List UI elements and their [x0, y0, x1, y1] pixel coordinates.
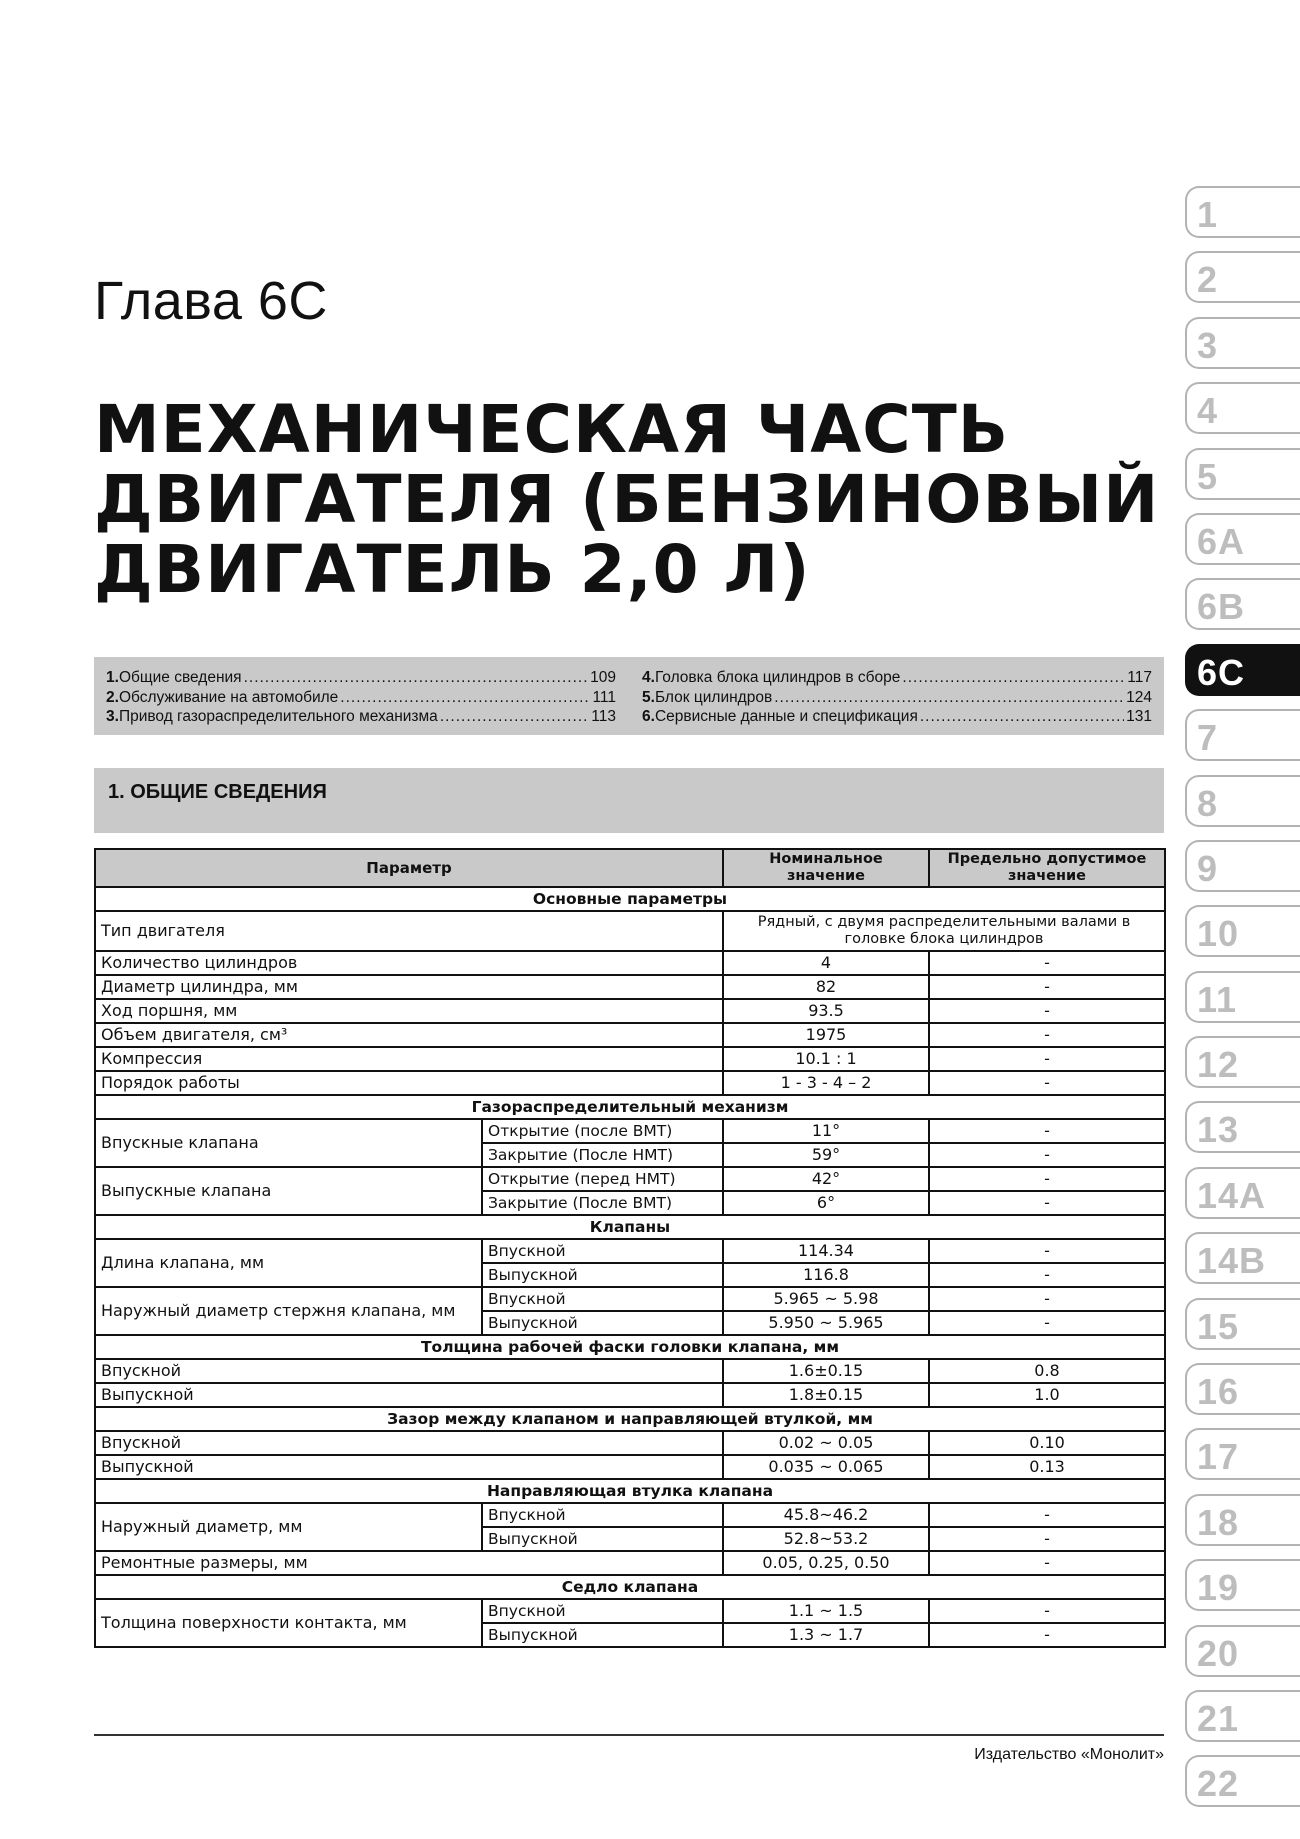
subparam-cell: Открытие (перед НМТ)	[482, 1167, 723, 1191]
chapter-tabs	[1185, 186, 1300, 1821]
chapter-tab-22[interactable]	[1185, 1755, 1300, 1807]
toc-item-text: Сервисные данные и спецификация	[654, 708, 918, 725]
chapter-tab-label: 12	[1197, 1044, 1240, 1086]
chapter-tab-label: 21	[1197, 1697, 1240, 1739]
nominal-cell: 1975	[723, 1023, 929, 1047]
limit-cell: -	[929, 1167, 1165, 1191]
table-row	[95, 951, 1165, 975]
limit-cell: 1.0	[929, 1383, 1165, 1407]
param-cell: Порядок работы	[95, 1071, 723, 1095]
limit-cell: -	[929, 1023, 1165, 1047]
chapter-tab-label: 6B	[1197, 586, 1246, 628]
param-cell: Тип двигателя	[95, 911, 723, 951]
toc-item[interactable]	[642, 668, 1152, 688]
chapter-tab-19[interactable]	[1185, 1559, 1300, 1611]
table-row	[95, 1455, 1165, 1479]
section-clearance: Зазор между клапаном и направляющей втулкой, мм	[95, 1407, 1165, 1431]
toc-column-right	[642, 668, 1152, 727]
toc-leader-dots	[440, 707, 589, 727]
chapter-tab-7[interactable]	[1185, 709, 1300, 761]
chapter-tab-label: 22	[1197, 1763, 1240, 1805]
table-section-row	[95, 1407, 1165, 1431]
chapter-tab-label: 13	[1197, 1109, 1240, 1151]
nominal-cell: 0.02 ~ 0.05	[723, 1431, 929, 1455]
table-row	[95, 999, 1165, 1023]
subparam-cell: Впускной	[482, 1599, 723, 1623]
subparam-cell: Выпускной	[482, 1263, 723, 1287]
chapter-tab-14b[interactable]	[1185, 1232, 1300, 1284]
table-of-contents	[94, 657, 1164, 735]
toc-item[interactable]	[106, 688, 616, 708]
toc-item-number: 4.	[642, 669, 655, 686]
limit-cell: -	[929, 1287, 1165, 1311]
limit-cell: -	[929, 1143, 1165, 1167]
chapter-tab-label: 17	[1197, 1436, 1240, 1478]
limit-cell: 0.10	[929, 1431, 1165, 1455]
limit-cell: -	[929, 999, 1165, 1023]
chapter-tab-18[interactable]	[1185, 1494, 1300, 1546]
limit-cell: -	[929, 1503, 1165, 1527]
param-cell: Диаметр цилиндра, мм	[95, 975, 723, 999]
table-row	[95, 1503, 1165, 1527]
chapter-tab-9[interactable]	[1185, 840, 1300, 892]
nominal-cell: 1 - 3 - 4 – 2	[723, 1071, 929, 1095]
toc-item[interactable]	[106, 668, 616, 688]
toc-item-page: 124	[1126, 688, 1152, 706]
table-section-row	[95, 1215, 1165, 1239]
chapter-tab-label: 5	[1197, 455, 1219, 497]
chapter-tab-6a[interactable]	[1185, 513, 1300, 565]
chapter-tab-label: 11	[1197, 978, 1238, 1020]
chapter-tab-label: 1	[1197, 194, 1219, 235]
toc-item[interactable]	[642, 688, 1152, 708]
table-row	[95, 1119, 1165, 1143]
subparam-cell: Открытие (после ВМТ)	[482, 1119, 723, 1143]
toc-item-number: 3.	[106, 708, 119, 725]
table-row	[95, 1071, 1165, 1095]
table-section-row	[95, 1335, 1165, 1359]
nominal-cell: 0.035 ~ 0.065	[723, 1455, 929, 1479]
chapter-tab-label: 2	[1197, 259, 1219, 301]
chapter-title-line-1: МЕХАНИЧЕСКАЯ ЧАСТЬ	[94, 391, 1010, 468]
section-valves: Клапаны	[95, 1215, 1165, 1239]
subparam-cell: Закрытие (После НМТ)	[482, 1143, 723, 1167]
chapter-tab-label: 6A	[1197, 520, 1246, 562]
table-row	[95, 911, 1165, 951]
toc-column-left	[106, 668, 616, 727]
chapter-tab-label: 14A	[1197, 1174, 1267, 1216]
nominal-cell: 114.34	[723, 1239, 929, 1263]
chapter-label: Глава 6С	[94, 271, 328, 331]
chapter-tab-6b[interactable]	[1185, 578, 1300, 630]
table-row	[95, 1359, 1165, 1383]
toc-leader-dots	[244, 668, 589, 688]
limit-cell: 0.8	[929, 1359, 1165, 1383]
table-section-row	[95, 1479, 1165, 1503]
table-row	[95, 975, 1165, 999]
param-cell: Компрессия	[95, 1047, 723, 1071]
chapter-tab-label: 20	[1197, 1632, 1240, 1674]
nominal-cell: 45.8~46.2	[723, 1503, 929, 1527]
footer-divider	[94, 1734, 1164, 1736]
chapter-tab-label: 14B	[1197, 1240, 1267, 1282]
chapter-tab-label: 19	[1197, 1567, 1240, 1609]
nominal-cell: 116.8	[723, 1263, 929, 1287]
chapter-tab-label: 7	[1197, 717, 1219, 759]
nominal-cell: 4	[723, 951, 929, 975]
chapter-tab-label: 9	[1197, 847, 1219, 889]
section-header	[94, 768, 1164, 833]
header-param: Параметр	[95, 849, 723, 887]
subparam-cell: Впускной	[482, 1239, 723, 1263]
limit-cell: -	[929, 1527, 1165, 1551]
nominal-cell: 1.6±0.15	[723, 1359, 929, 1383]
nominal-cell: 5.950 ~ 5.965	[723, 1311, 929, 1335]
table-section-row	[95, 1575, 1165, 1599]
table-row	[95, 1599, 1165, 1623]
value-cell: Рядный, с двумя распределительными валами в головке блока цилиндров	[723, 911, 1165, 951]
param-cell: Впускной	[95, 1359, 723, 1383]
toc-leader-dots	[340, 688, 590, 708]
param-cell: Впускные клапана	[95, 1119, 482, 1167]
limit-cell: -	[929, 1623, 1165, 1647]
chapter-tab-14a[interactable]	[1185, 1167, 1300, 1219]
toc-item-page: 109	[590, 669, 616, 686]
section-title: 1. ОБЩИЕ СВЕДЕНИЯ	[108, 781, 327, 803]
limit-cell: -	[929, 951, 1165, 975]
toc-item-text: Привод газораспределительного механизма	[118, 708, 438, 725]
param-cell: Количество цилиндров	[95, 951, 723, 975]
nominal-cell: 59°	[723, 1143, 929, 1167]
table-row	[95, 1167, 1165, 1191]
subparam-cell: Выпускной	[482, 1311, 723, 1335]
toc-item[interactable]	[642, 707, 1152, 727]
subparam-cell: Выпускной	[482, 1527, 723, 1551]
table-row	[95, 1047, 1165, 1071]
toc-item-number: 2.	[106, 688, 119, 706]
toc-item-text: Блок цилиндров	[654, 688, 773, 706]
chapter-tab-label: 6C	[1197, 651, 1246, 693]
toc-item-page: 117	[1127, 669, 1152, 686]
chapter-tab-12[interactable]	[1185, 1036, 1300, 1088]
toc-item[interactable]	[106, 707, 616, 727]
toc-leader-dots	[774, 688, 1124, 708]
chapter-tab-4[interactable]	[1185, 382, 1300, 434]
toc-item-page: 131	[1126, 708, 1152, 725]
nominal-cell: 82	[723, 975, 929, 999]
limit-cell: -	[929, 1071, 1165, 1095]
param-cell: Толщина поверхности контакта, мм	[95, 1599, 482, 1647]
table-row	[95, 1287, 1165, 1311]
param-cell: Объем двигателя, см³	[95, 1023, 723, 1047]
chapter-tab-label: 18	[1197, 1501, 1240, 1543]
chapter-tab-3[interactable]	[1185, 317, 1300, 369]
subparam-cell: Выпускной	[482, 1623, 723, 1647]
nominal-cell: 1.8±0.15	[723, 1383, 929, 1407]
header-limit: Предельно допустимое значение	[929, 849, 1165, 887]
table-row	[95, 1383, 1165, 1407]
limit-cell: -	[929, 1263, 1165, 1287]
section-margin: Толщина рабочей фаски головки клапана, мм	[95, 1335, 1165, 1359]
nominal-cell: 1.1 ~ 1.5	[723, 1599, 929, 1623]
chapter-tab-label: 8	[1197, 782, 1219, 824]
toc-leader-dots	[902, 668, 1125, 688]
chapter-tab-17[interactable]	[1185, 1428, 1300, 1480]
chapter-tab-label: 15	[1197, 1305, 1240, 1347]
limit-cell: -	[929, 1311, 1165, 1335]
table-row	[95, 1023, 1165, 1047]
chapter-tab-16[interactable]	[1185, 1363, 1300, 1415]
nominal-cell: 5.965 ~ 5.98	[723, 1287, 929, 1311]
table-section-row	[95, 887, 1165, 911]
chapter-tab-label: 16	[1197, 1371, 1240, 1413]
chapter-tab-20[interactable]	[1185, 1625, 1300, 1677]
chapter-tab-label: 3	[1197, 324, 1219, 366]
chapter-tab-11[interactable]	[1185, 971, 1300, 1023]
limit-cell: -	[929, 1239, 1165, 1263]
toc-item-text: Общие сведения	[118, 669, 242, 686]
toc-item-number: 5.	[642, 688, 655, 706]
spec-table	[94, 848, 1166, 1648]
chapter-title	[94, 391, 1160, 608]
section-basic: Основные параметры	[95, 887, 1165, 911]
chapter-tab-5[interactable]	[1185, 448, 1300, 500]
chapter-tab-label: 10	[1197, 913, 1240, 955]
limit-cell: -	[929, 1599, 1165, 1623]
subparam-cell: Впускной	[482, 1503, 723, 1527]
nominal-cell: 1.3 ~ 1.7	[723, 1623, 929, 1647]
limit-cell: -	[929, 1191, 1165, 1215]
table-row	[95, 1551, 1165, 1575]
nominal-cell: 52.8~53.2	[723, 1527, 929, 1551]
param-cell: Выпускной	[95, 1455, 723, 1479]
chapter-tab-15[interactable]	[1185, 1298, 1300, 1350]
footer-publisher: Издательство «Монолит»	[974, 1746, 1164, 1763]
toc-item-text: Обслуживание на автомобиле	[118, 688, 339, 706]
chapter-tab-10[interactable]	[1185, 905, 1300, 957]
subparam-cell: Закрытие (После ВМТ)	[482, 1191, 723, 1215]
nominal-cell: 10.1 : 1	[723, 1047, 929, 1071]
chapter-tab-13[interactable]	[1185, 1101, 1300, 1153]
subparam-cell: Впускной	[482, 1287, 723, 1311]
limit-cell: 0.13	[929, 1455, 1165, 1479]
param-cell: Впускной	[95, 1431, 723, 1455]
toc-item-number: 6.	[642, 708, 655, 725]
limit-cell: -	[929, 975, 1165, 999]
chapter-title-line-2: ДВИГАТЕЛЯ (БЕНЗИНОВЫЙ	[94, 461, 1160, 538]
nominal-cell: 11°	[723, 1119, 929, 1143]
nominal-cell: 42°	[723, 1167, 929, 1191]
chapter-tab-label: 4	[1197, 390, 1219, 432]
table-row	[95, 1431, 1165, 1455]
toc-item-page: 111	[592, 688, 616, 706]
param-cell: Выпускные клапана	[95, 1167, 482, 1215]
limit-cell: -	[929, 1551, 1165, 1575]
table-section-row	[95, 1095, 1165, 1119]
section-guide: Направляющая втулка клапана	[95, 1479, 1165, 1503]
chapter-tab-21[interactable]	[1185, 1690, 1300, 1742]
nominal-cell: 0.05, 0.25, 0.50	[723, 1551, 929, 1575]
toc-item-text: Головка блока цилиндров в сборе	[654, 669, 901, 686]
chapter-title-line-3: ДВИГАТЕЛЬ 2,0 Л)	[94, 531, 811, 608]
limit-cell: -	[929, 1119, 1165, 1143]
param-cell: Выпускной	[95, 1383, 723, 1407]
nominal-cell: 6°	[723, 1191, 929, 1215]
chapter-tab-1[interactable]	[1185, 186, 1300, 238]
toc-leader-dots	[920, 707, 1124, 727]
table-header-row	[95, 849, 1165, 887]
param-cell: Длина клапана, мм	[95, 1239, 482, 1287]
toc-item-number: 1.	[106, 669, 119, 686]
limit-cell: -	[929, 1047, 1165, 1071]
param-cell: Ремонтные размеры, мм	[95, 1551, 723, 1575]
chapter-tab-8[interactable]	[1185, 775, 1300, 827]
section-timing: Газораспределительный механизм	[95, 1095, 1165, 1119]
nominal-cell: 93.5	[723, 999, 929, 1023]
param-cell: Наружный диаметр стержня клапана, мм	[95, 1287, 482, 1335]
param-cell: Наружный диаметр, мм	[95, 1503, 482, 1551]
table-row	[95, 1239, 1165, 1263]
toc-item-page: 113	[591, 708, 616, 725]
chapter-tab-2[interactable]	[1185, 251, 1300, 303]
header-nominal: Номинальное значение	[723, 849, 929, 887]
param-cell: Ход поршня, мм	[95, 999, 723, 1023]
section-seat: Седло клапана	[95, 1575, 1165, 1599]
chapter-tab-6c-active[interactable]	[1185, 644, 1300, 696]
